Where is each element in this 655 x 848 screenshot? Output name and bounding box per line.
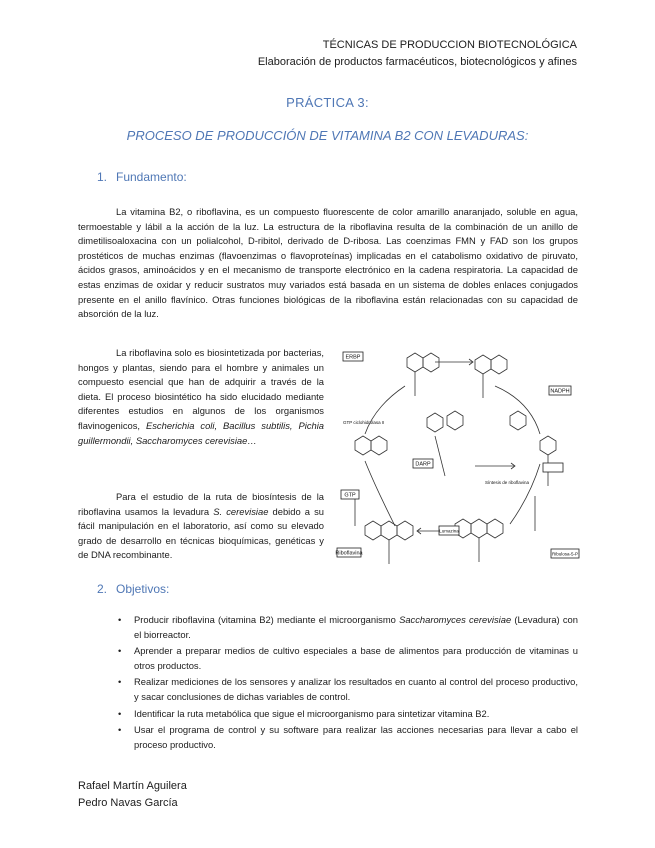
organism-name: Pichia guillermondii, xyxy=(78,419,325,446)
objective-text: Usar el programa de control y su software para realizar las acciones necesarias para llevar a cabo el proceso productivo. xyxy=(134,724,578,750)
authors-block xyxy=(78,778,187,812)
organism-name: Saccharomyces cerevisiae… xyxy=(135,434,257,446)
paragraph-biosintesis xyxy=(78,346,324,448)
figure-label: Lumazina xyxy=(439,528,459,534)
list-item xyxy=(118,613,578,642)
bullet-icon: • xyxy=(118,724,122,736)
objective-text: (Levadura) con el biorreactor. xyxy=(134,614,578,640)
organism-name: Bacillus subtilis, xyxy=(223,419,293,431)
figure-label: DARP xyxy=(415,461,431,468)
objective-text: Producir riboflavina (vitamina B2) mediante el microorganismo xyxy=(134,614,396,625)
section-title: Fundamento: xyxy=(116,170,187,184)
list-item xyxy=(118,644,578,673)
objective-text: Realizar mediciones de los sensores y analizar los resultados en cuanto al control del proceso productivo, y sacar conclusiones de dichas variables de control. xyxy=(134,676,578,702)
organism-name: Escherichia coli, xyxy=(145,419,218,431)
section-title: Objetivos: xyxy=(116,582,170,596)
bullet-icon: • xyxy=(118,645,122,657)
figure-label: Síntesis de riboflavina xyxy=(485,480,530,485)
figure-label: NADPH xyxy=(550,388,570,395)
objectives-list xyxy=(118,613,578,754)
objective-text: Aprender a preparar medios de cultivo especiales a base de alimentos para producción de vitaminas u otros productos. xyxy=(134,645,578,671)
riboflavin-pathway-figure xyxy=(335,346,580,568)
figure-label: Riboflavina xyxy=(335,550,363,557)
figure-label: ERBP xyxy=(345,354,361,361)
figure-label: GTP ciclohidrolasa II xyxy=(343,420,385,425)
practice-title: PRÁCTICA 3: xyxy=(286,95,369,110)
list-item xyxy=(118,675,578,704)
paragraph-text: debido a su fácil manipulación en el laboratorio, así como su elevado grado de desarrollo en técnicas bioquímicas, genéticas y de DNA recombinante. xyxy=(78,505,325,561)
bullet-icon: • xyxy=(118,614,122,625)
paragraph-levadura xyxy=(78,490,324,563)
author-name: Rafael Martín Aguilera xyxy=(78,780,187,792)
list-item xyxy=(118,723,578,752)
figure-label: GTP xyxy=(344,492,356,499)
organism-name: S. cerevisiae xyxy=(213,505,269,517)
section-heading-fundamento xyxy=(97,170,187,184)
organism-name: Saccharomyces cerevisiae xyxy=(399,614,512,625)
bullet-icon: • xyxy=(118,676,122,688)
paragraph-text: La riboflavina solo es biosintetizada por bacterias, hongos y plantas, siendo para el hombre y animales un compuesto esencial que han de adquirir a través de la dieta. El proceso biosintético ha sido elucidado mediante diferentes estudios en algunos de los organismos flavinogenicos, xyxy=(78,347,324,431)
list-item xyxy=(118,707,578,722)
author-name: Pedro Navas García xyxy=(78,797,178,809)
section-number: 2. xyxy=(97,582,108,596)
section-heading-objetivos xyxy=(97,582,169,596)
objective-text: Identificar la ruta metabólica que sigue el microorganismo para sintetizar vitamina B2. xyxy=(134,707,490,719)
paragraph-fundamento: La vitamina B2, o riboflavina, es un compuesto fluorescente de color amarillo anaranjado, soluble en agua, termoestable y lábil a la acción de la luz. La estructura de la riboflavina resulta de la combinación de un anillo de dimetilisoaloxacina con un polialcohol, D-ribitol, derivado de D-ribosa. Las coenzimas FMN y FAD son los grupos prostéticos de muchas enzimas (flavoenzimas o flavoproteínas) implicadas en el catabolismo oxidativo de piruvato, ácidos grasos, aminoácidos y en el mecanismo de transporte electrónico en la cadena respiratoria. La capacidad de estas enzimas de oxidar y reducir sustratos muy variados está basada en un sistema de dobles enlaces conjugados presente en el anillo flavínico. Otras funciones biológicas de la riboflavina están relacionadas con su capacidad de absorción de la luz. xyxy=(78,206,578,320)
main-title: PROCESO DE PRODUCCIÓN DE VITAMINA B2 CON LEVADURAS: xyxy=(126,128,529,143)
paragraph-text: Para el estudio de la ruta de biosíntesis de la riboflavina usamos la levadura xyxy=(78,491,324,517)
figure-label: Ribulosa-5-P xyxy=(551,551,579,557)
header-course: TÉCNICAS DE PRODUCCION BIOTECNOLÓGICA xyxy=(322,39,577,51)
bullet-icon: • xyxy=(118,707,122,719)
section-number: 1. xyxy=(97,170,108,184)
header-subtitle: Elaboración de productos farmacéuticos, biotecnológicos y afines xyxy=(257,56,577,68)
